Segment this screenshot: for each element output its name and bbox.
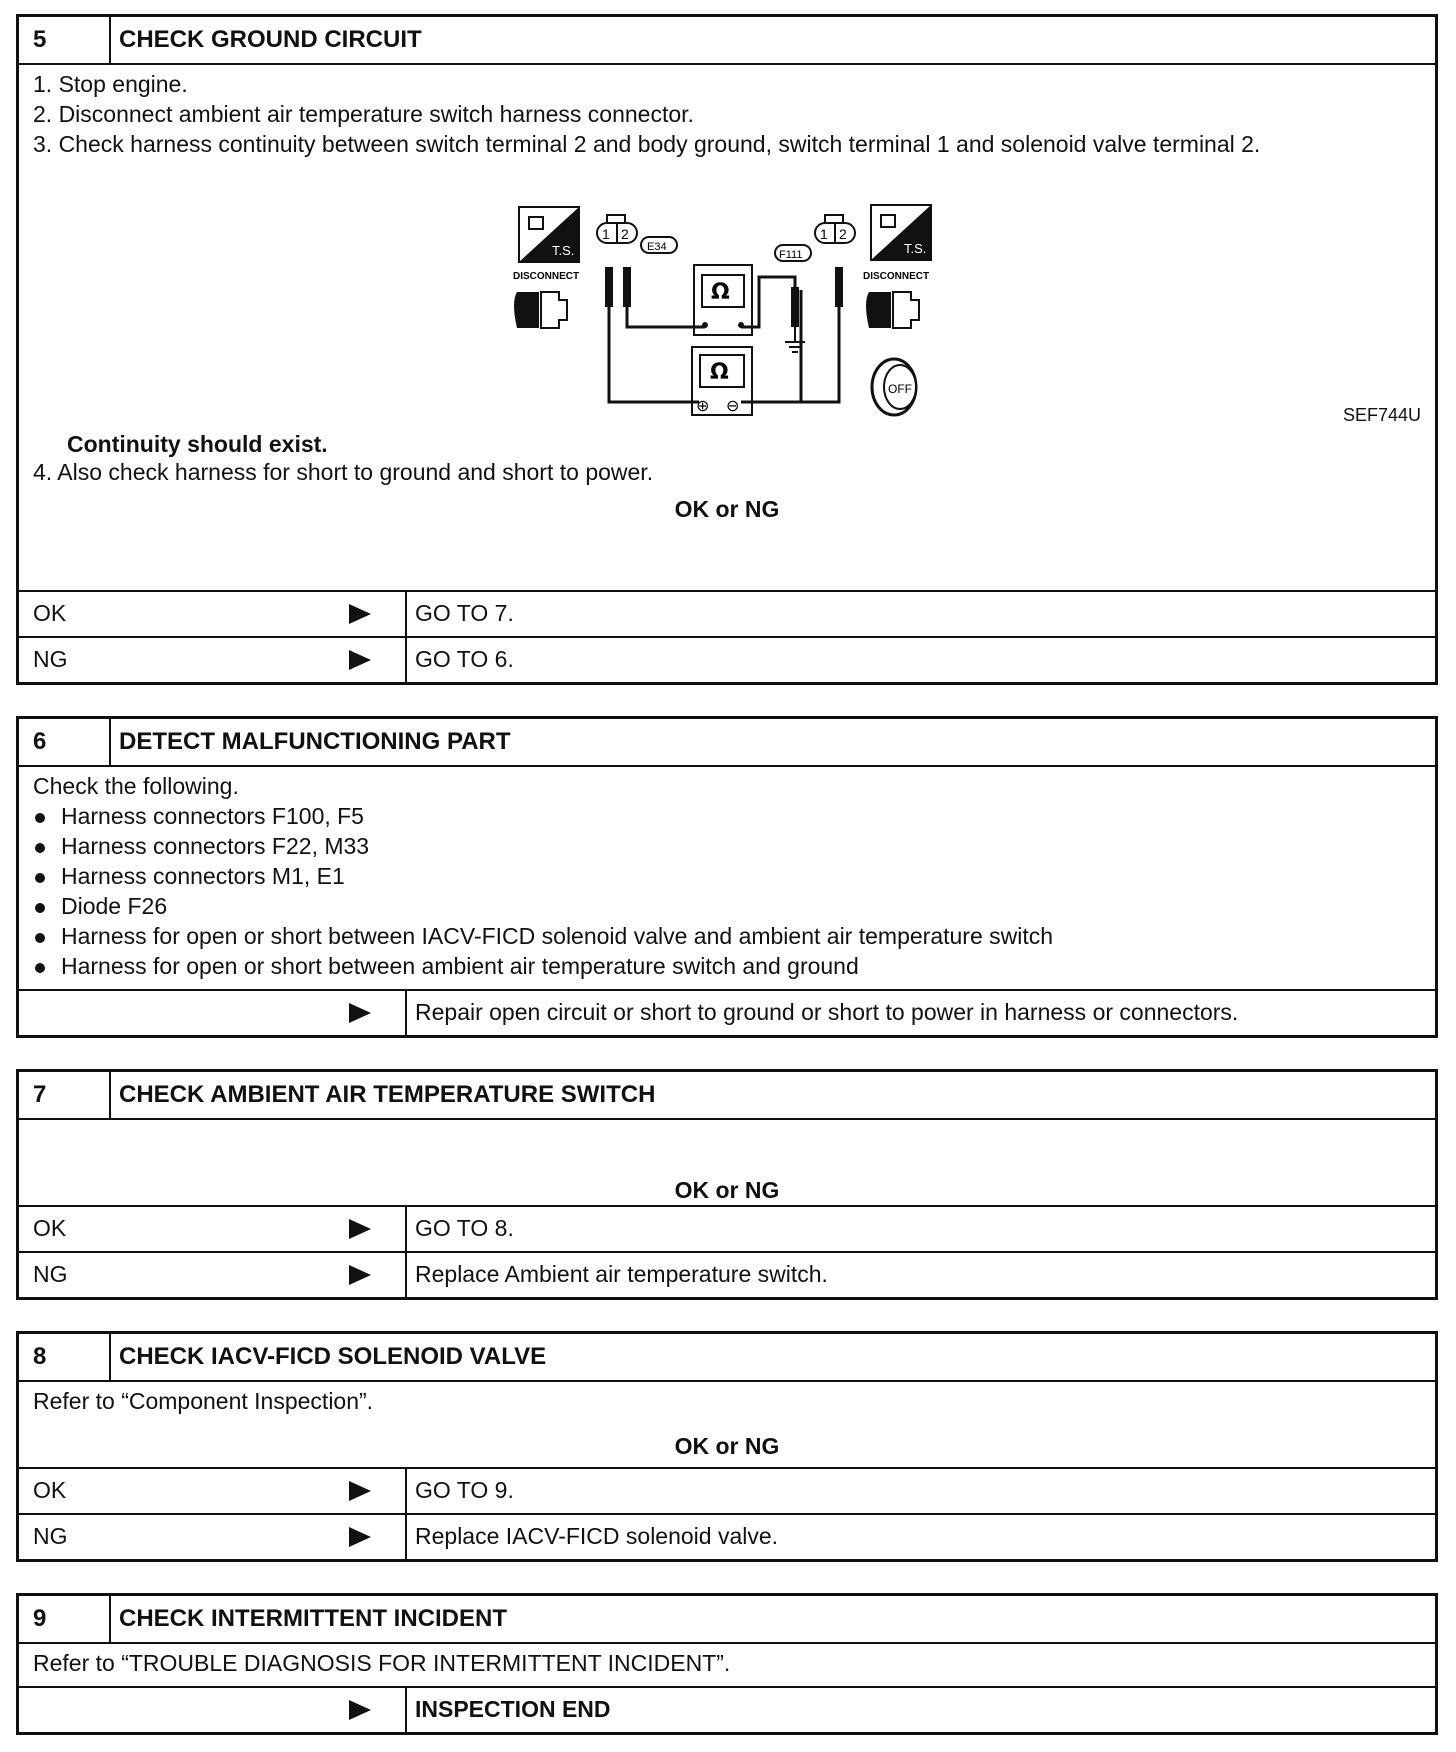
connector-plug-icon-right bbox=[866, 292, 919, 328]
ts-icon-right bbox=[871, 205, 931, 260]
step-title: DETECT MALFUNCTIONING PART bbox=[119, 728, 511, 755]
action-text: Replace Ambient air temperature switch. bbox=[415, 1261, 828, 1287]
step-block-8 bbox=[16, 1331, 1438, 1562]
connector-f111 bbox=[775, 215, 855, 402]
check-item: Diode F26 bbox=[33, 891, 1435, 921]
arrow-right-icon bbox=[349, 1527, 371, 1547]
result-label: OK bbox=[33, 600, 67, 626]
action-text: GO TO 9. bbox=[415, 1477, 514, 1503]
result-label: NG bbox=[33, 646, 68, 672]
result-row-ok bbox=[19, 1205, 1435, 1251]
step-block-5 bbox=[16, 14, 1438, 685]
step-block-6 bbox=[16, 716, 1438, 1038]
step-block-9 bbox=[16, 1593, 1438, 1735]
connector-label-f111: F111 bbox=[779, 249, 803, 261]
arrow-right-icon bbox=[349, 1265, 371, 1285]
continuity-note: Continuity should exist. bbox=[67, 431, 328, 457]
ohm-symbol: Ω bbox=[711, 280, 730, 305]
continuity-check-diagram bbox=[489, 197, 1009, 487]
connector-e34 bbox=[597, 215, 677, 253]
result-row-ok bbox=[19, 590, 1435, 636]
intro-text: Check the following. bbox=[33, 773, 239, 799]
ts-icon-left bbox=[519, 207, 579, 262]
result-row-ok bbox=[19, 1467, 1435, 1513]
check-item: Harness connectors M1, E1 bbox=[33, 861, 1435, 891]
disconnect-label: DISCONNECT bbox=[513, 271, 580, 282]
instruction-step: 2. Disconnect ambient air temperature switch harness connector. bbox=[33, 101, 694, 127]
step-number: 9 bbox=[19, 1596, 111, 1642]
result-label: OK bbox=[33, 1215, 67, 1241]
step-number: 6 bbox=[19, 719, 111, 765]
terminal-1-label: 1 bbox=[602, 226, 610, 242]
block-body bbox=[19, 1644, 1435, 1678]
step-number: 7 bbox=[19, 1072, 111, 1118]
action-text: Replace IACV-FICD solenoid valve. bbox=[415, 1523, 779, 1549]
ts-label: T.S. bbox=[904, 241, 927, 256]
instruction-step: 3. Check harness continuity between switch terminal 2 and body ground, switch terminal 1 and solenoid valve terminal 2. bbox=[33, 131, 1261, 157]
block-header bbox=[19, 1072, 1435, 1120]
step-title: CHECK GROUND CIRCUIT bbox=[119, 26, 422, 53]
instruction-step: 1. Stop engine. bbox=[33, 71, 188, 97]
arrow-right-icon bbox=[349, 1700, 371, 1720]
result-label: OK bbox=[33, 1477, 67, 1503]
plus-terminal: ⊕ bbox=[696, 396, 710, 415]
result-label: NG bbox=[33, 1523, 68, 1549]
ok-or-ng-label: OK or NG bbox=[674, 1177, 780, 1203]
step-number: 5 bbox=[19, 17, 111, 63]
action-text: GO TO 6. bbox=[415, 646, 514, 672]
action-row bbox=[19, 1686, 1435, 1732]
ts-label: T.S. bbox=[552, 243, 575, 258]
ohmmeter-icon-bottom bbox=[692, 347, 752, 415]
ok-or-ng-label: OK or NG bbox=[674, 496, 780, 522]
result-label: NG bbox=[33, 1261, 68, 1287]
disconnect-label: DISCONNECT bbox=[863, 271, 930, 282]
block-header bbox=[19, 1334, 1435, 1382]
connector-label-e34: E34 bbox=[647, 241, 667, 253]
result-row-ng bbox=[19, 1513, 1435, 1559]
terminal-1-label: 1 bbox=[820, 226, 828, 242]
action-text: Repair open circuit or short to ground or short to power in harness or connectors. bbox=[415, 999, 1239, 1025]
check-item: Harness for open or short between ambient air temperature switch and ground bbox=[33, 951, 1435, 981]
step-number: 8 bbox=[19, 1334, 111, 1380]
block-body bbox=[19, 767, 1435, 981]
check-item: Harness connectors F22, M33 bbox=[33, 831, 1435, 861]
minus-terminal: ⊖ bbox=[726, 396, 740, 415]
step-title: CHECK INTERMITTENT INCIDENT bbox=[119, 1605, 507, 1632]
block-body bbox=[19, 1382, 1435, 1416]
block-header bbox=[19, 719, 1435, 767]
ok-or-ng-label: OK or NG bbox=[674, 1433, 780, 1459]
instruction-step: 4. Also check harness for short to ground and short to power. bbox=[33, 459, 654, 485]
terminal-2-label: 2 bbox=[621, 226, 629, 242]
block-header bbox=[19, 17, 1435, 65]
arrow-right-icon bbox=[349, 1003, 371, 1023]
arrow-right-icon bbox=[349, 650, 371, 670]
connector-plug-icon-left bbox=[514, 292, 567, 328]
block-header bbox=[19, 1596, 1435, 1644]
step-title: CHECK IACV-FICD SOLENOID VALVE bbox=[119, 1343, 547, 1370]
check-item: Harness for open or short between IACV-FICD solenoid valve and ambient air temperature switch bbox=[33, 921, 1435, 951]
figure-reference: SEF744U bbox=[1342, 405, 1421, 425]
step-title: CHECK AMBIENT AIR TEMPERATURE SWITCH bbox=[119, 1081, 656, 1108]
step-block-7 bbox=[16, 1069, 1438, 1300]
ohmmeter-icon-top bbox=[694, 265, 752, 335]
arrow-right-icon bbox=[349, 1219, 371, 1239]
reference-text: Refer to “Component Inspection”. bbox=[33, 1388, 374, 1414]
arrow-right-icon bbox=[349, 1481, 371, 1501]
terminal-2-label: 2 bbox=[839, 226, 847, 242]
check-item: Harness connectors F100, F5 bbox=[33, 801, 1435, 831]
block-body bbox=[19, 65, 1435, 159]
action-text: GO TO 7. bbox=[415, 600, 514, 626]
arrow-right-icon bbox=[349, 604, 371, 624]
action-row bbox=[19, 989, 1435, 1035]
action-text: GO TO 8. bbox=[415, 1215, 514, 1241]
off-label: OFF bbox=[888, 382, 912, 396]
probe-left-1 bbox=[605, 267, 631, 307]
result-row-ng bbox=[19, 1251, 1435, 1297]
reference-text: Refer to “TROUBLE DIAGNOSIS FOR INTERMITTENT INCIDENT”. bbox=[33, 1650, 731, 1676]
result-row-ng bbox=[19, 636, 1435, 682]
ohm-symbol: Ω bbox=[710, 360, 729, 385]
action-text: INSPECTION END bbox=[415, 1696, 611, 1722]
ignition-key-off-icon bbox=[872, 359, 916, 415]
